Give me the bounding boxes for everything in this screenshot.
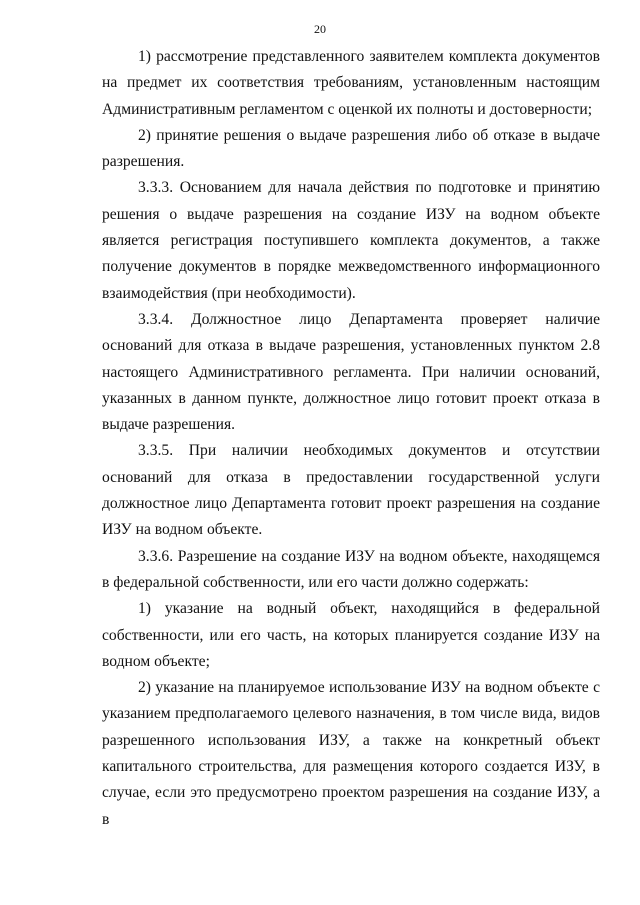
paragraph-review-documents: 1) рассмотрение представленного заявителем комплекта документов на предмет их соответствия требованиям, установленным настоящим Административным регламентом с оценкой их полноты и достоверности; (102, 48, 600, 118)
paragraph-3-3-6: 3.3.6. Разрешение на создание ИЗУ на водном объекте, находящемся в федеральной собственности, или его части должно содержать: (102, 547, 600, 591)
paragraph-item-1: 1) указание на водный объект, находящийся в федеральной собственности, или его часть, на которых планируется создание ИЗУ на водном объекте; (102, 600, 600, 670)
paragraph-decision: 2) принятие решения о выдаче разрешения либо об отказе в выдаче разрешения. (102, 126, 600, 171)
document-body (102, 44, 600, 833)
paragraph-item-2: 2) указание на планируемое использование ИЗУ на водном объекте с указанием предполагаемого целевого назначения, в том числе вида, видов разрешенного использования ИЗУ, а также на конкретный объект капитального строительства, для размещения которого создается ИЗУ, в случае, если это предусмотрено проектом разрешения на создание ИЗУ, а в (102, 679, 600, 828)
paragraph-3-3-3: 3.3.3. Основанием для начала действия по подготовке и принятию решения о выдаче разрешения на создание ИЗУ на водном объекте является регистрация поступившего комплекта документов, а также получение документов в порядке межведомственного информационного взаимодействия (при необходимости). (102, 179, 600, 302)
page-number: 20 (314, 22, 326, 36)
paragraph-3-3-4: 3.3.4. Должностное лицо Департамента проверяет наличие оснований для отказа в выдаче разрешения, установленных пунктом 2.8 настоящего Административного регламента. При наличии оснований, указанных в данном пункте, должностное лицо готовит проект отказа в выдаче разрешения. (102, 310, 600, 434)
paragraph-3-3-5: 3.3.5. При наличии необходимых документов и отсутствии оснований для отказа в предоставлении государственной услуги должностное лицо Департамента готовит проект разрешения на создание ИЗУ на водном объекте. (102, 442, 600, 539)
